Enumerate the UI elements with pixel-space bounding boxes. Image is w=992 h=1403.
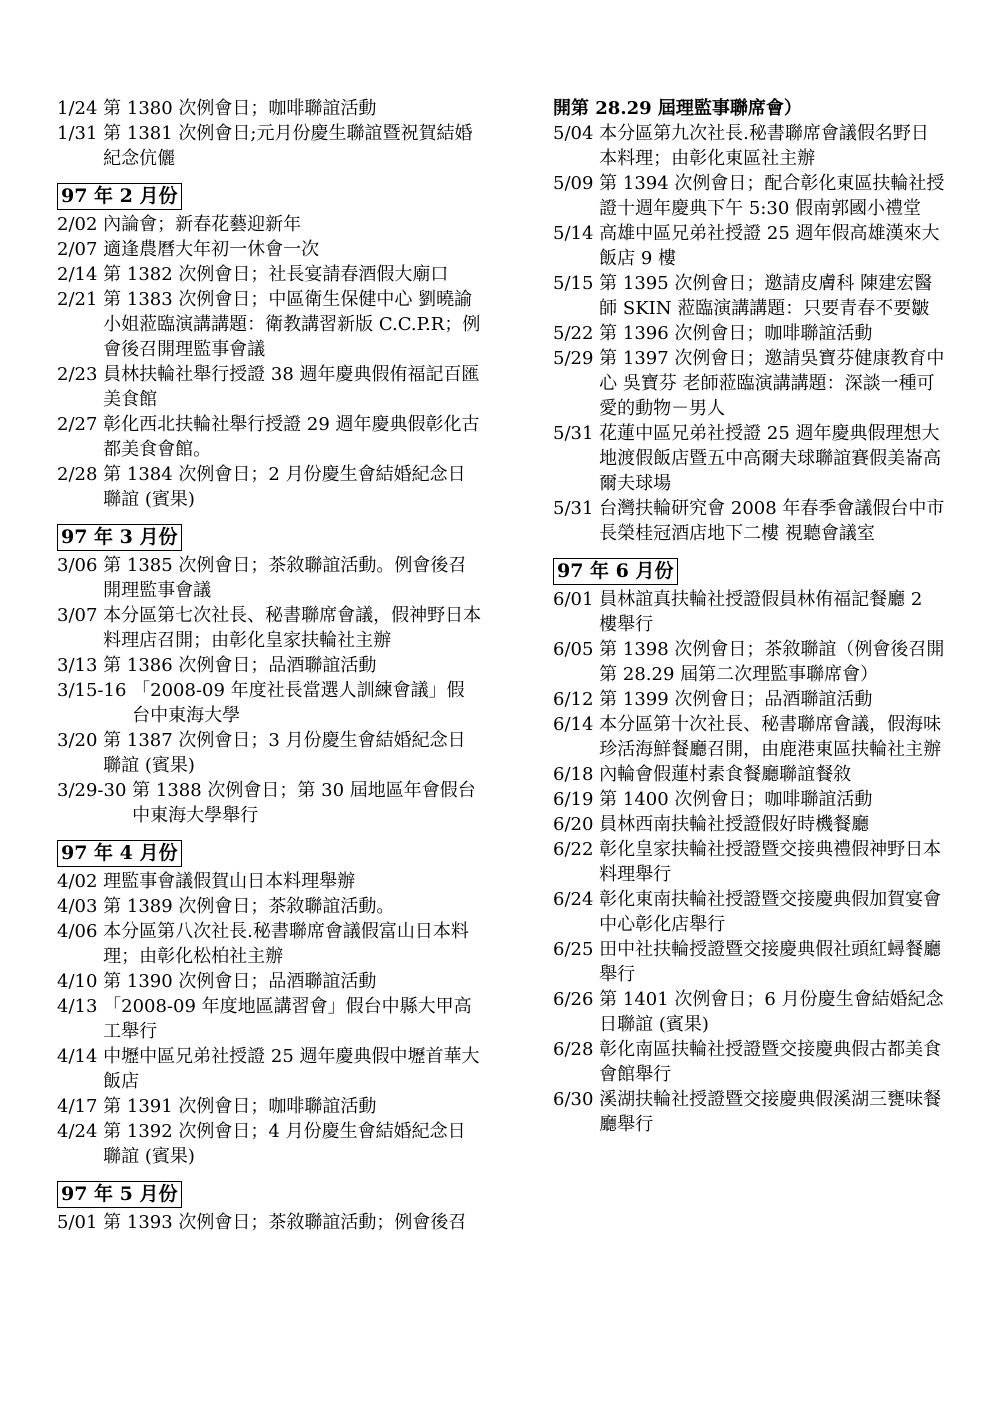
entry-text: 第 1395 次例會日；邀請皮膚科 陳建宏醫師 SKIN 蒞臨演講講題：只要青春不要皺 (599, 273, 933, 319)
entry-text: 第 1397 次例會日；邀請吳寶芬健康教育中心 吳寶芬 老師蒞臨演講講題：深談一種可愛的動物－男人 (599, 348, 945, 419)
entry-text: 彰化西北扶輪社舉行授證 29 週年慶典假彰化古都美食會館。 (103, 414, 480, 460)
entry-date: 5/31 (553, 423, 594, 444)
entry-text: 第 1389 次例會日；茶敘聯誼活動。 (103, 896, 395, 917)
entry-date: 2/27 (57, 414, 98, 435)
schedule-entry (553, 687, 945, 712)
schedule-entry (553, 496, 945, 546)
schedule-entry (553, 812, 945, 837)
schedule-entry (57, 603, 482, 653)
entry-text: 彰化東南扶輪社授證暨交接慶典假加賀宴會中心彰化店舉行 (599, 889, 942, 935)
schedule-entry (57, 462, 482, 512)
entry-date: 6/25 (553, 939, 594, 960)
entry-date: 3/13 (57, 655, 98, 676)
schedule-entry (57, 553, 482, 603)
schedule-entry (553, 712, 945, 762)
schedule-entry (57, 1210, 482, 1235)
schedule-entry (57, 412, 482, 462)
entry-date: 4/14 (57, 1046, 98, 1067)
entry-text: 「2008-09 年度地區講習會」假台中縣大甲高工舉行 (103, 996, 472, 1042)
entry-text: 第 1386 次例會日；品酒聯誼活動 (103, 655, 377, 676)
left-column (57, 96, 482, 1235)
schedule-entry (57, 869, 482, 894)
schedule-entry (553, 321, 945, 346)
schedule-entry (57, 287, 482, 362)
entry-text: 本分區第八次社長.秘書聯席會議假富山日本料理；由彰化松柏社主辦 (103, 921, 469, 967)
schedule-entry (553, 1037, 945, 1087)
entry-date: 5/31 (553, 498, 594, 519)
entry-date: 2/14 (57, 264, 98, 285)
schedule-entry (57, 653, 482, 678)
entry-text: 溪湖扶輪社授證暨交接慶典假溪湖三甕味餐廳舉行 (599, 1089, 942, 1135)
entry-date: 6/24 (553, 889, 594, 910)
schedule-entry (553, 1087, 945, 1137)
schedule-entry (553, 271, 945, 321)
entry-text: 第 1385 次例會日；茶敘聯誼活動。例會後召開理監事會議 (103, 555, 467, 601)
entry-text: 第 1394 次例會日；配合彰化東區扶輪社授證十週年慶典下午 5:30 假南郭國小禮堂 (599, 173, 945, 219)
entry-text: 適逢農曆大年初一休會一次 (103, 239, 320, 260)
schedule-entry (553, 221, 945, 271)
entry-text: 第 1393 次例會日；茶敘聯誼活動；例會後召 (103, 1212, 467, 1233)
schedule-entry (553, 637, 945, 687)
schedule-entry (57, 121, 482, 171)
schedule-entry (553, 887, 945, 937)
schedule-entry (553, 987, 945, 1037)
schedule-entry (57, 262, 482, 287)
month-header: 97 年 5 月份 (57, 1181, 182, 1208)
entry-date: 5/01 (57, 1212, 98, 1233)
entry-text: 本分區第九次社長.秘書聯席會議假名野日本料理；由彰化東區社主辦 (599, 123, 929, 169)
entry-text: 第 1400 次例會日；咖啡聯誼活動 (599, 789, 873, 810)
schedule-entry (553, 171, 945, 221)
entry-text: 中壢中區兄弟社授證 25 週年慶典假中壢首華大飯店 (103, 1046, 480, 1092)
schedule-entry (57, 237, 482, 262)
entry-text: 第 1388 次例會日；第 30 屆地區年會假台中東海大學舉行 (132, 780, 476, 826)
entry-text: 台灣扶輪研究會 2008 年春季會議假台中市長榮桂冠酒店地下二樓 視聽會議室 (599, 498, 945, 544)
entry-date: 6/20 (553, 814, 594, 835)
schedule-entry (57, 362, 482, 412)
schedule-entry (57, 1119, 482, 1169)
entry-date: 2/28 (57, 464, 98, 485)
entry-date: 4/06 (57, 921, 98, 942)
entry-text: 員林扶輪社舉行授證 38 週年慶典假侑福記百匯美食館 (103, 364, 480, 410)
entry-date: 2/23 (57, 364, 98, 385)
schedule-entry (553, 762, 945, 787)
schedule-entry (57, 919, 482, 969)
entry-text: 彰化南區扶輪社授證暨交接慶典假古都美食會館舉行 (599, 1039, 942, 1085)
entry-text: 第 1398 次例會日；茶敘聯誼（例會後召開第 28.29 屆第二次理監事聯席會） (599, 639, 945, 685)
entry-text: 第 1381 次例會日;元月份慶生聯誼暨祝賀結婚紀念伉儷 (103, 123, 473, 169)
entry-text: 第 1390 次例會日；品酒聯誼活動 (103, 971, 377, 992)
entry-date: 3/20 (57, 730, 98, 751)
schedule-entry (553, 837, 945, 887)
entry-text: 理監事會議假賀山日本料理舉辦 (103, 871, 356, 892)
entry-date: 5/29 (553, 348, 594, 369)
entry-text: 第 1401 次例會日；6 月份慶生會結婚紀念日聯誼 (賓果) (599, 989, 944, 1035)
entry-date: 5/14 (553, 223, 594, 244)
schedule-entry (553, 937, 945, 987)
right-column (553, 96, 945, 1137)
entry-date: 3/06 (57, 555, 98, 576)
entry-date: 2/02 (57, 214, 98, 235)
month-header: 97 年 6 月份 (553, 558, 678, 585)
entry-text: 田中社扶輪授證暨交接慶典假社頭紅蟳餐廳舉行 (599, 939, 942, 985)
schedule-entry (57, 778, 482, 828)
entry-date: 2/07 (57, 239, 98, 260)
entry-date: 6/26 (553, 989, 594, 1010)
entry-date: 5/22 (553, 323, 594, 344)
schedule-entry (553, 421, 945, 496)
entry-text: 第 1396 次例會日；咖啡聯誼活動 (599, 323, 873, 344)
entry-date: 3/15-16 (57, 680, 127, 701)
entry-text: 花蓮中區兄弟社授證 25 週年慶典假理想大地渡假飯店暨五中高爾夫球聯誼賽假美崙高爾夫球場 (599, 423, 942, 494)
entry-text: 第 1391 次例會日；咖啡聯誼活動 (103, 1096, 377, 1117)
schedule-entry (57, 994, 482, 1044)
entry-text: 員林誼真扶輪社授證假員林侑福記餐廳 2 樓舉行 (599, 589, 923, 635)
entry-date: 4/13 (57, 996, 98, 1017)
entry-date: 4/17 (57, 1096, 98, 1117)
schedule-entry (57, 1044, 482, 1094)
entry-text: 第 1380 次例會日；咖啡聯誼活動 (103, 98, 377, 119)
entry-date: 5/04 (553, 123, 594, 144)
schedule-entry (553, 587, 945, 637)
schedule-entry (553, 346, 945, 421)
entry-date: 4/02 (57, 871, 98, 892)
schedule-entry (57, 96, 482, 121)
schedule-entry (553, 121, 945, 171)
entry-text: 第 1382 次例會日；社長宴請春酒假大廟口 (103, 264, 449, 285)
schedule-entry (57, 894, 482, 919)
entry-date: 6/19 (553, 789, 594, 810)
entry-date: 4/24 (57, 1121, 98, 1142)
entry-text: 第 1399 次例會日；品酒聯誼活動 (599, 689, 873, 710)
entry-date: 4/10 (57, 971, 98, 992)
month-header: 97 年 3 月份 (57, 524, 182, 551)
entry-date: 6/14 (553, 714, 594, 735)
entry-date: 6/01 (553, 589, 594, 610)
entry-text: 員林西南扶輪社授證假好時機餐廳 (599, 814, 870, 835)
entry-date: 4/03 (57, 896, 98, 917)
entry-date: 6/28 (553, 1039, 594, 1060)
schedule-entry (57, 969, 482, 994)
entry-date: 2/21 (57, 289, 98, 310)
entry-text: 「2008-09 年度社長當選人訓練會議」假台中東海大學 (132, 680, 465, 726)
entry-date: 3/29-30 (57, 780, 127, 801)
entry-date: 6/18 (553, 764, 594, 785)
entry-text: 內論會；新春花藝迎新年 (103, 214, 302, 235)
entry-text: 第 1383 次例會日；中區衛生保健中心 劉曉諭小姐蒞臨演講講題：衛教講習新版 C.C.P.R；例會後召開理監事會議 (103, 289, 481, 360)
schedule-entry (57, 678, 482, 728)
entry-date: 3/07 (57, 605, 98, 626)
entry-date: 6/12 (553, 689, 594, 710)
entry-date: 6/22 (553, 839, 594, 860)
entry-text: 第 1387 次例會日；3 月份慶生會結婚紀念日聯誼 (賓果) (103, 730, 466, 776)
entry-text: 彰化皇家扶輪社授證暨交接典禮假神野日本料理舉行 (599, 839, 942, 885)
entry-date: 6/05 (553, 639, 594, 660)
entry-date: 5/15 (553, 273, 594, 294)
entry-date: 1/31 (57, 123, 98, 144)
entry-text: 第 1392 次例會日；4 月份慶生會結婚紀念日聯誼 (賓果) (103, 1121, 466, 1167)
entry-text: 本分區第十次社長、秘書聯席會議，假海味珍活海鮮餐廳召開，由鹿港東區扶輪社主辦 (599, 714, 942, 760)
month-header: 97 年 4 月份 (57, 840, 182, 867)
entry-text: 高雄中區兄弟社授證 25 週年假高雄漢來大飯店 9 樓 (599, 223, 940, 269)
continued-text: 開第 28.29 屆理監事聯席會） (553, 98, 802, 119)
entry-date: 6/30 (553, 1089, 594, 1110)
schedule-entry (553, 787, 945, 812)
entry-date: 5/09 (553, 173, 594, 194)
entry-text: 本分區第七次社長、秘書聯席會議，假神野日本料理店召開；由彰化皇家扶輪社主辦 (103, 605, 482, 651)
schedule-entry (57, 212, 482, 237)
month-header: 97 年 2 月份 (57, 183, 182, 210)
entry-text: 第 1384 次例會日；2 月份慶生會結婚紀念日聯誼 (賓果) (103, 464, 466, 510)
entry-date: 1/24 (57, 98, 98, 119)
entry-text: 內輪會假蓮村素食餐廳聯誼餐敘 (599, 764, 852, 785)
schedule-entry (57, 1094, 482, 1119)
schedule-entry (57, 728, 482, 778)
